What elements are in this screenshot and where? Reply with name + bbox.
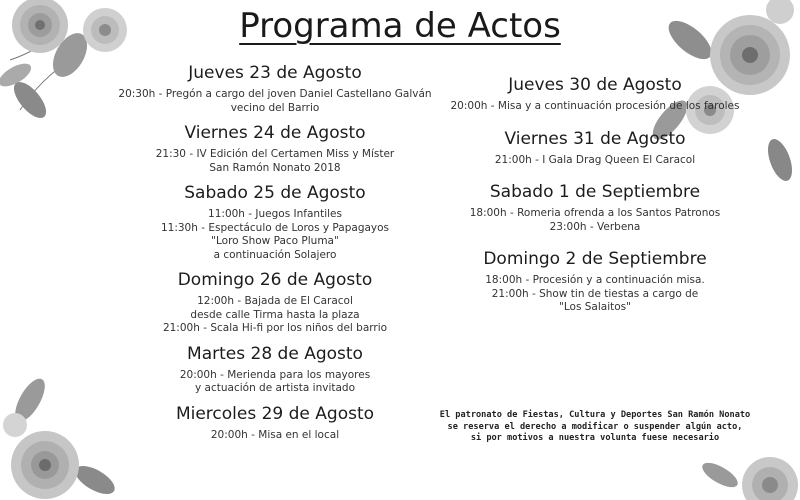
event-line: "Los Salaitos" <box>559 301 631 313</box>
day-block <box>410 181 780 234</box>
event-line: 12:00h - Bajada de El Caracol <box>197 295 353 307</box>
event-line: 18:00h - Procesión y a continuación misa. <box>485 274 705 286</box>
day-block <box>110 343 440 396</box>
footer-disclaimer <box>410 410 780 445</box>
day-block <box>110 122 440 175</box>
day-title: Viernes 31 de Agosto <box>504 128 686 149</box>
event-line: 18:00h - Romeria ofrenda a los Santos Patronos <box>469 207 721 219</box>
disclaimer-line: El patronato de Fiestas, Cultura y Deportes San Ramón Nonato <box>439 410 751 420</box>
disclaimer-line: se reserva el derecho a modificar o suspender algún acto, <box>447 421 743 432</box>
event-line: "Loro Show Paco Pluma" <box>211 235 339 247</box>
event-line: a continuación Solajero <box>213 248 337 261</box>
page-title: Programa de Actos <box>239 6 561 46</box>
schedule-right-column <box>410 74 780 315</box>
day-block <box>410 248 780 315</box>
day-title: Domingo 2 de Septiembre <box>483 249 707 269</box>
day-block <box>110 269 440 336</box>
event-line: 20:30h - Pregón a cargo del joven Daniel Castellano Galván <box>118 88 432 100</box>
event-line: 21:00h - Show tin de tiestas a cargo de <box>491 287 699 300</box>
event-line: vecino del Barrio <box>230 101 320 114</box>
day-title: Jueves 30 de Agosto <box>508 75 682 95</box>
event-line: 20:00h - Merienda para los mayores <box>179 368 371 381</box>
day-title: Sabado 1 de Septiembre <box>489 182 701 202</box>
schedule-left-column <box>110 62 440 442</box>
event-line: 20:00h - Misa en el local <box>210 428 340 441</box>
event-line: 11:00h - Juegos Infantiles <box>208 208 342 220</box>
event-line: desde calle Tirma hasta la plaza <box>190 308 360 321</box>
day-title: Jueves 23 de Agosto <box>188 63 362 83</box>
day-block <box>110 182 440 262</box>
day-block <box>110 403 440 443</box>
event-line: y actuación de artista invitado <box>194 382 356 394</box>
event-line: San Ramón Nonato 2018 <box>209 161 341 174</box>
event-line: 20:00h - Misa y a continuación procesión de los faroles <box>450 100 740 112</box>
disclaimer-line: si por motivos a nuestra volunta fuese necesario <box>470 433 720 443</box>
day-title: Sabado 25 de Agosto <box>184 183 366 203</box>
event-line: 21:00h - I Gala Drag Queen El Caracol <box>494 153 696 166</box>
day-block <box>410 74 780 114</box>
event-line: 11:30h - Espectáculo de Loros y Papagayos <box>160 221 390 234</box>
event-line: 21:30 - IV Edición del Certamen Miss y Míster <box>155 148 395 160</box>
event-line: 21:00h - Scala Hi-fi por los niños del barrio <box>162 322 388 334</box>
day-block <box>110 62 440 115</box>
event-line: 23:00h - Verbena <box>549 220 641 233</box>
day-block <box>410 128 780 168</box>
day-title: Miercoles 29 de Agosto <box>175 403 375 424</box>
day-title: Domingo 26 de Agosto <box>177 270 373 290</box>
day-title: Viernes 24 de Agosto <box>184 123 366 143</box>
day-title: Martes 28 de Agosto <box>187 343 363 364</box>
